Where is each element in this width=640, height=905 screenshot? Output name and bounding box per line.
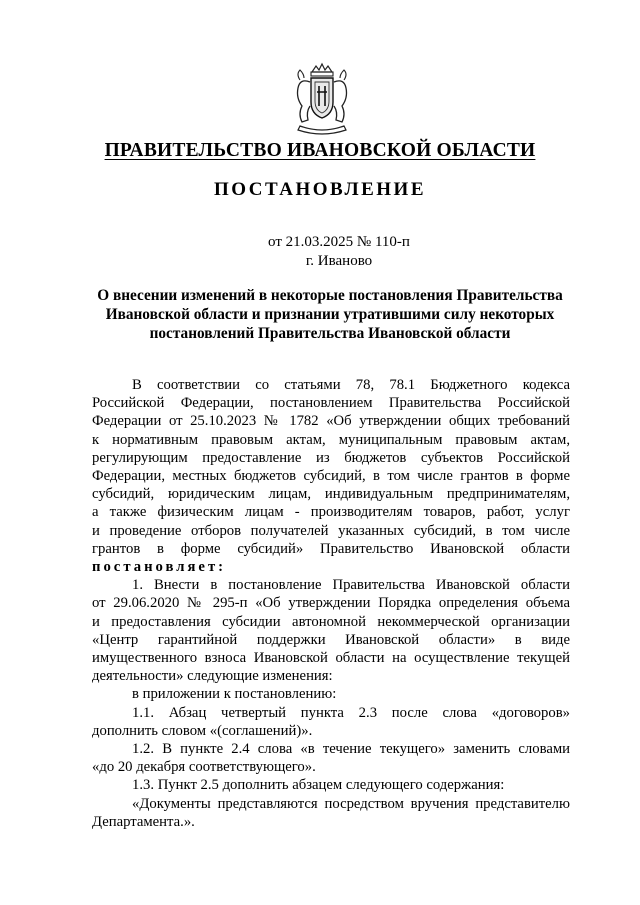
document-body [92,376,570,831]
preamble-line: Федерации, местных бюджетов субсидий, в том числе грантов в форме [92,468,570,485]
document-type: ПОСТАНОВЛЕНИЕ [213,179,427,200]
item-1-line: и предоставления субсидии автономной некоммерческой организации [92,613,570,630]
subject-line: постановлений Правительства Ивановской области [149,325,511,342]
document-subject [90,286,570,343]
resolves-word: постановляет: [92,559,227,576]
preamble-line: к нормативным правовым актам, муниципальным правовым актам, [92,431,570,448]
preamble-line: грантов в форме субсидий» Правительство Ивановской области [92,540,570,557]
city: г. Иваново [305,253,373,269]
item-1-3-line: 1.3. Пункт 2.5 дополнить абзацем следующего содержания: [132,777,505,794]
annex-line: в приложении к постановлению: [132,686,337,703]
item-1-1-line: 1.1. Абзац четвертый пункта 2.3 после слова «договоров» [132,704,570,721]
preamble-line: регулирующим предоставление из бюджетов субъектов Российской [92,449,570,466]
quote-line: «Документы представляются посредством вручения представителю [132,795,570,812]
item-1-2-line: «до 20 декабря соответствующего». [92,759,316,776]
preamble-line: субсидий, юридическим лицам, индивидуальным предпринимателям, [92,486,570,503]
preamble-line: и проведение отборов получателей указанных субсидий, в том числе [92,522,570,539]
quote-line: Департамента.». [92,813,195,830]
item-1-2-line: 1.2. В пункте 2.4 слова «в течение текущего» заменить словами [132,741,570,758]
preamble-line: а также физическим лицам - производителям товаров, работ, услуг [92,504,570,521]
date-number: от 21.03.2025 № 110-п [268,234,410,250]
organization-title: ПРАВИТЕЛЬСТВО ИВАНОВСКОЙ ОБЛАСТИ [104,140,536,161]
subject-line: О внесении изменений в некоторые постановления Правительства [97,287,563,304]
item-1-1-line: дополнить словом «(соглашений)». [92,722,313,739]
item-1-line: деятельности» следующие изменения: [92,668,333,685]
item-1-line: от 29.06.2020 № 295-п «Об утверждении Порядка определения объема [92,595,570,612]
preamble-line: Российской Федерации, постановлением Правительства Российской [92,395,570,412]
document-meta [0,233,640,271]
item-1-line: имущественного взноса Ивановской области на осуществление текущей [92,650,570,667]
item-1-line: 1. Внести в постановление Правительства Ивановской области [132,577,570,594]
coat-of-arms-icon [290,62,354,136]
preamble-line: В соответствии со статьями 78, 78.1 Бюджетного кодекса [132,377,570,393]
preamble-line: Федерации от 25.10.2023 № 1782 «Об утверждении общих требований [92,413,570,430]
subject-line: Ивановской области и признании утратившими силу некоторых [105,306,555,323]
item-1-line: «Центр гарантийной поддержки Ивановской области» в виде [92,631,570,648]
